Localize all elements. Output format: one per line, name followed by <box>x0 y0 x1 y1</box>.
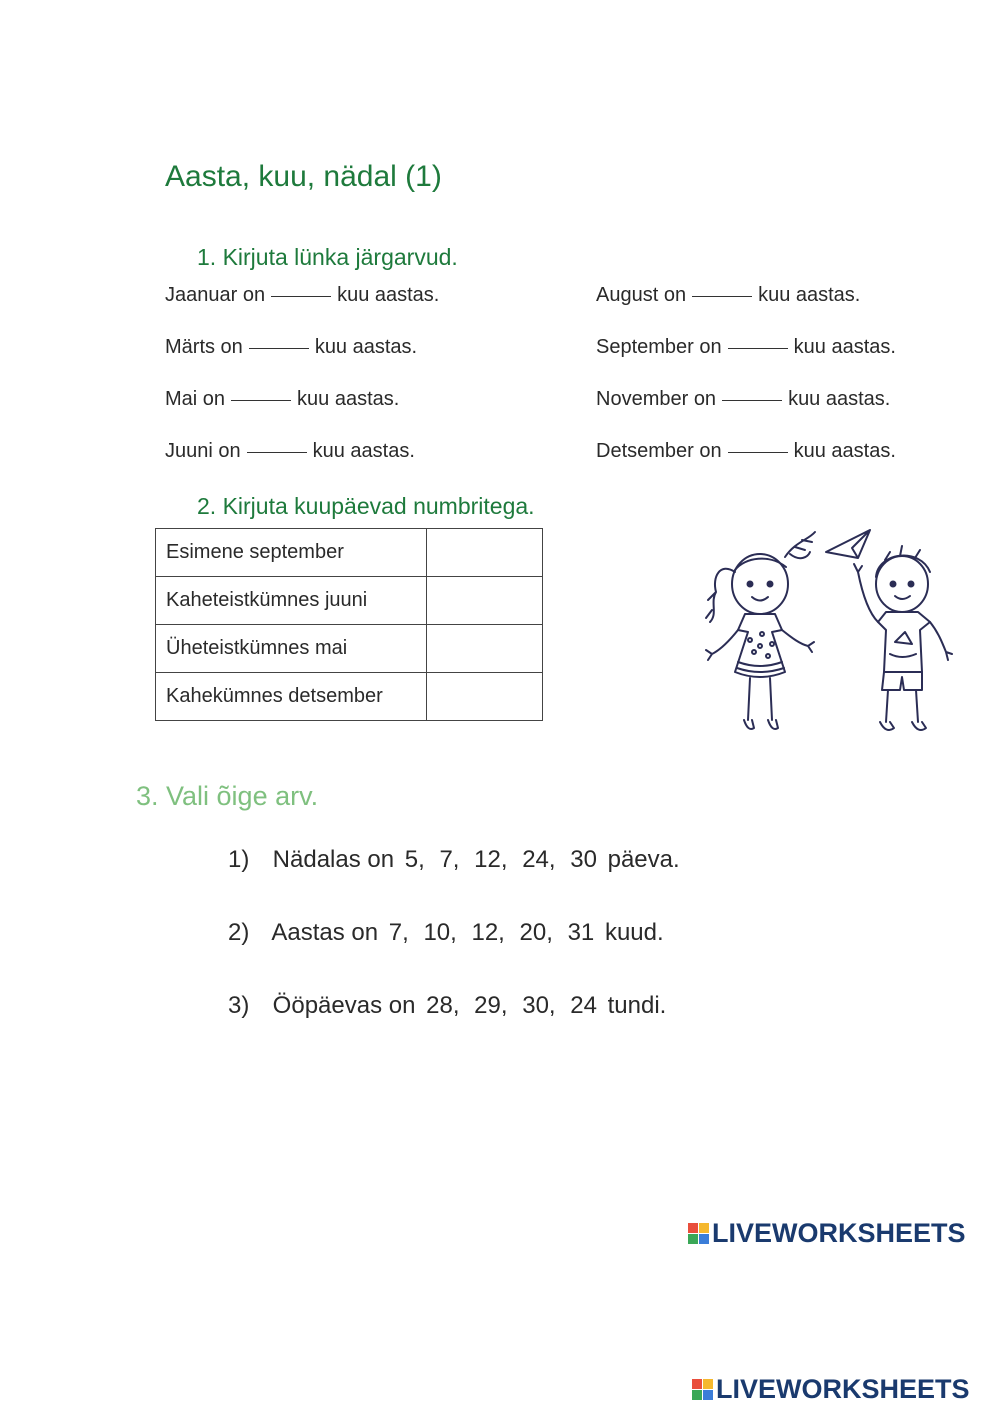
answer-blank[interactable] <box>692 296 752 297</box>
logo-tile <box>699 1223 709 1233</box>
exercise1-line <box>596 284 860 307</box>
girl-figure <box>706 532 815 729</box>
exercise1-line <box>596 440 896 463</box>
option-choice[interactable]: 30, <box>522 992 556 1019</box>
page-title: Aasta, kuu, nädal (1) <box>165 160 442 193</box>
logo-tile <box>703 1379 713 1389</box>
logo-tile <box>692 1390 702 1400</box>
liveworksheets-logo <box>688 1218 966 1249</box>
item-prefix: Aastas on <box>271 919 379 946</box>
option-choice[interactable]: 7, <box>439 846 460 873</box>
option-choice[interactable]: 29, <box>474 992 508 1019</box>
line-suffix: kuu aastas. <box>793 440 896 462</box>
date-answer-cell[interactable] <box>427 625 543 673</box>
option-choice[interactable]: 28, <box>426 992 460 1019</box>
date-answer-cell[interactable] <box>427 673 543 721</box>
option-choice[interactable]: 5, <box>404 846 425 873</box>
month-label: Detsember on <box>596 440 722 462</box>
answer-blank[interactable] <box>247 452 307 453</box>
table-row <box>156 529 543 577</box>
option-choice[interactable]: 24, <box>522 846 556 873</box>
logo-tile <box>703 1390 713 1400</box>
exercise1-line <box>165 284 439 307</box>
item-prefix: Ööpäevas on <box>272 992 416 1019</box>
month-label: September on <box>596 336 722 358</box>
line-suffix: kuu aastas. <box>314 336 418 358</box>
logo-text: LIVEWORKSHEETS <box>712 1218 966 1248</box>
logo-tile <box>688 1223 698 1233</box>
liveworksheets-logo-footer <box>692 1374 970 1405</box>
date-label: Kaheteistkümnes juuni <box>156 577 427 625</box>
exercise1-line <box>596 336 896 359</box>
dates-table <box>155 528 543 721</box>
exercise1-line <box>596 388 890 411</box>
table-row <box>156 625 543 673</box>
option-choice[interactable]: 7, <box>388 919 409 946</box>
answer-blank[interactable] <box>728 452 788 453</box>
month-label: November on <box>596 388 717 410</box>
exercise1-line <box>165 336 417 359</box>
item-prefix: Nädalas on <box>272 846 395 873</box>
date-answer-cell[interactable] <box>427 577 543 625</box>
answer-blank[interactable] <box>722 400 782 401</box>
answer-blank[interactable] <box>231 400 291 401</box>
section1-heading: 1. Kirjuta lünka järgarvud. <box>197 244 458 270</box>
answer-blank[interactable] <box>271 296 331 297</box>
logo-tile <box>692 1379 702 1389</box>
logo-text: LIVEWORKSHEETS <box>716 1374 970 1404</box>
logo-tiles-icon <box>688 1223 709 1244</box>
logo-tile <box>699 1234 709 1244</box>
boy-figure <box>826 530 952 730</box>
table-row <box>156 673 543 721</box>
option-choice[interactable]: 12, <box>471 919 505 946</box>
item-unit: päeva. <box>607 846 680 873</box>
answer-blank[interactable] <box>728 348 788 349</box>
item-number: 2) <box>228 919 250 946</box>
item-number: 3) <box>228 992 250 1019</box>
choice-line <box>228 846 680 874</box>
month-label: Juuni on <box>165 440 241 462</box>
month-label: Mai on <box>165 388 226 410</box>
option-choice[interactable]: 12, <box>474 846 508 873</box>
option-choice[interactable]: 24 <box>570 992 597 1019</box>
exercise1-line <box>165 440 415 463</box>
option-choice[interactable]: 10, <box>423 919 457 946</box>
month-label: Märts on <box>165 336 243 358</box>
logo-tiles-icon <box>692 1379 713 1400</box>
section3-heading: 3. Vali õige arv. <box>136 781 319 811</box>
month-label: August on <box>596 284 687 306</box>
option-choice[interactable]: 20, <box>519 919 553 946</box>
section2-heading: 2. Kirjuta kuupäevad numbritega. <box>197 493 535 519</box>
item-unit: kuud. <box>604 919 664 946</box>
line-suffix: kuu aastas. <box>312 440 415 462</box>
date-label: Üheteistkümnes mai <box>156 625 427 673</box>
date-label: Esimene september <box>156 529 427 577</box>
choice-line <box>228 919 664 947</box>
line-suffix: kuu aastas. <box>297 388 400 410</box>
item-unit: tundi. <box>607 992 667 1019</box>
line-suffix: kuu aastas. <box>788 388 891 410</box>
option-choice[interactable]: 31 <box>567 919 595 946</box>
date-label: Kahekümnes detsember <box>156 673 427 721</box>
line-suffix: kuu aastas. <box>337 284 440 306</box>
table-row <box>156 577 543 625</box>
date-answer-cell[interactable] <box>427 529 543 577</box>
month-label: Jaanuar on <box>165 284 266 306</box>
children-illustration <box>690 522 970 747</box>
line-suffix: kuu aastas. <box>758 284 861 306</box>
exercise1-line <box>165 388 399 411</box>
item-number: 1) <box>228 846 250 873</box>
option-choice[interactable]: 30 <box>570 846 597 873</box>
line-suffix: kuu aastas. <box>793 336 896 358</box>
answer-blank[interactable] <box>249 348 309 349</box>
choice-line <box>228 992 666 1020</box>
logo-tile <box>688 1234 698 1244</box>
